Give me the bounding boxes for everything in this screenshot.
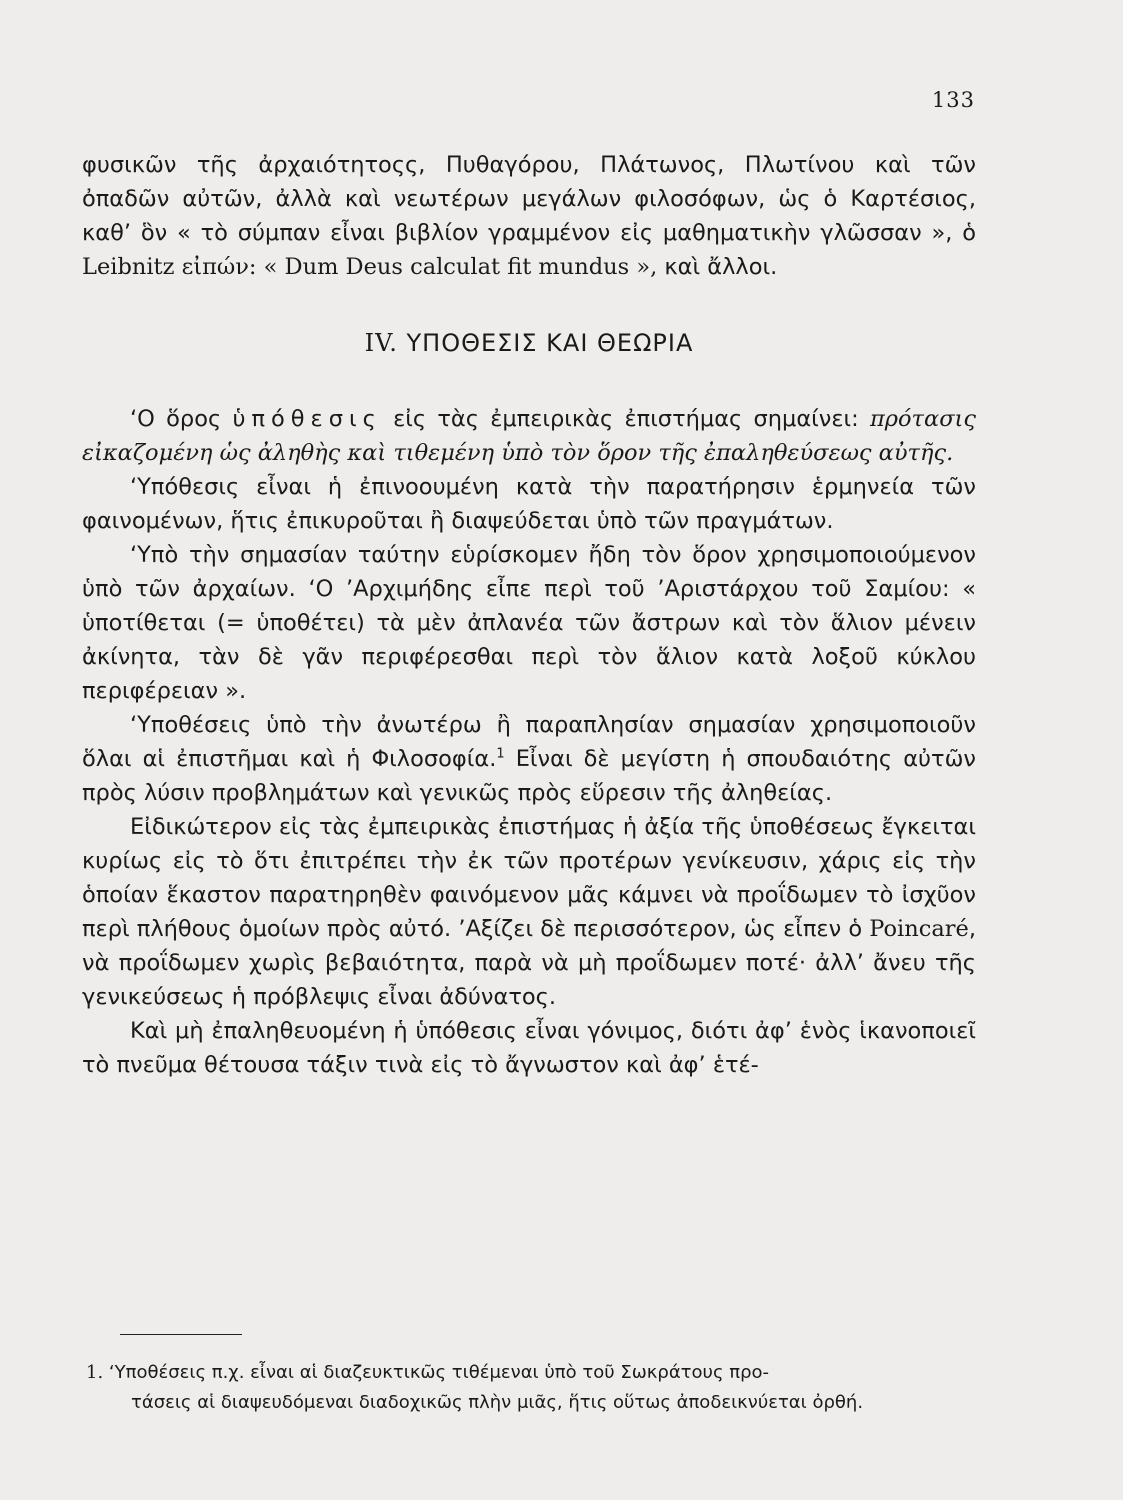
definition-term: ὑπόθεσις: [232, 406, 382, 432]
definition-paragraph: [82, 402, 976, 470]
hypotheses-text: ‘Υποθέσεις ὑπὸ τὴν ἀνωτέρω ἢ παραπλησίαν σημασίαν χρησιμοποιοῦν ὅλαι αἱ ἐπιστῆμαι καὶ ἡ Φιλοσοφία.: [82, 712, 976, 772]
poincare-name: Poincaré: [869, 916, 969, 942]
footnote-line-2: τάσεις αἱ διαψευδόμεναι διαδοχικῶς πλὴν μιᾶς, ἥτις οὕτως ἀποδεικνύεται ὀρθή.: [131, 1392, 864, 1413]
page-body: [82, 148, 976, 1082]
paragraph: ‘Υπὸ τὴν σημασίαν ταύτην εὑρίσκομεν ἤδη τὸν ὅρον χρησιμοποιούμενον ὑπὸ τῶν ἀρχαίων. ‘Ο ’Αρχιμήδης εἶπε περὶ τοῦ ’Αριστάρχου τοῦ Σαμίου: « ὑποτίθεται (= ὑποθέτει) τὰ μὲν ἀπλανέα τῶν ἄστρων καὶ τὸν ἅλιον μένειν ἀκίνητα, τὰν δὲ γᾶν περιφέρεσθαι περὶ τὸν ἅλιον κατὰ λοξοῦ κύκλου περιφέρειαν ».: [82, 542, 976, 704]
hypotheses-paragraph: [82, 708, 976, 810]
footnote: [86, 1358, 976, 1418]
definition-italic: πρότασις εἰκαζομένη ὡς ἀληθὴς καὶ τιθεμένη ὑπὸ τὸν ὅρον τῆς ἐπαληθεύσεως αὐτῆς.: [82, 406, 976, 466]
footnote-line-1: [86, 1358, 976, 1388]
footnote-text-1: ‘Υποθέσεις π.χ. εἶναι αἱ διαζευκτικῶς τιθέμεναι ὑπὸ τοῦ Σωκράτους προ-: [108, 1362, 770, 1383]
specific-text: Εἰδικώτερον εἰς τὰς ἐμπειρικὰς ἐπιστήμας ἡ ἀξία τῆς ὑποθέσεως ἔγκειται κυρίως εἰς τὸ ὅτι ἐπιτρέπει τὴν ἐκ τῶν προτέρων γενίκευσιν, χάρις εἰς τὴν ὁποίαν ἕκαστον παρατηρηθὲν φαινόμενον μᾶς κάμνει νὰ προΐδωμεν τὸ ἰσχῦον περὶ πλήθους ὁμοίων πρὸς αὐτό. ’Αξίζει δὲ περισσότερον, ὡς εἶπεν ὁ: [82, 814, 976, 942]
section-heading: [82, 326, 976, 360]
hypotheses-text-end: Εἶναι δὲ μεγίστη ἡ σπουδαιότης αὐτῶν πρὸς λύσιν προβλημάτων καὶ γενικῶς πρὸς εὕρεσιν τῆς ἀληθείας.: [82, 746, 977, 806]
page-number: 133: [931, 88, 975, 112]
definition-middle: εἰς τὰς ἐμπειρικὰς ἐπιστήμας σημαίνει:: [381, 406, 870, 432]
footnote-divider: [120, 1334, 242, 1335]
intro-text: φυσικῶν τῆς ἀρχαιότητοςς, Πυθαγόρου, Πλάτωνος, Πλωτίνου καὶ τῶν ὀπαδῶν αὐτῶν, ἀλλὰ καὶ νεωτέρων μεγάλων φιλοσόφων, ὡς ὁ Καρτέσιος, καθ’ ὃν « τὸ σύμπαν εἶναι βιβλίον γραμμένον εἰς μαθηματικὴν γλῶσσαν », ὁ: [82, 152, 976, 246]
last-paragraph: Καὶ μὴ ἐπαληθευομένη ἡ ὑπόθεσις εἶναι γόνιμος, διότι ἀφ’ ἑνὸς ἱκανοποιεῖ τὸ πνεῦμα θέτουσα τάξιν τινὰ εἰς τὸ ἄγνωστον καὶ ἀφ’ ἑτέ-: [82, 1018, 976, 1078]
definition-lead: ‘Ο ὅρος: [130, 406, 233, 432]
section-title: ΥΠΟΘΕΣΙΣ ΚΑΙ ΘΕΩΡΙΑ: [406, 329, 694, 357]
section-number: IV.: [364, 329, 398, 357]
paragraph: ‘Υπόθεσις εἶναι ἡ ἐπινοουμένη κατὰ τὴν παρατήρησιν ἑρμηνεία τῶν φαινομένων, ἥτις ἐπικυροῦται ἢ διαψεύδεται ὑπὸ τῶν πραγμάτων.: [82, 474, 976, 534]
footnote-number: 1.: [86, 1362, 104, 1383]
intro-text-end: καὶ ἄλλοι.: [657, 254, 778, 280]
footnote-reference[interactable]: 1: [496, 746, 505, 762]
specific-paragraph: [82, 810, 976, 1014]
leibnitz-quote: Leibnitz εἰπών: « Dum Deus calculat fit mundus »,: [82, 254, 658, 280]
intro-paragraph: [82, 148, 976, 284]
specific-text-end: , νὰ προΐδωμεν χωρὶς βεβαιότητα, παρὰ νὰ μὴ προΐδωμεν ποτέ· ἀλλ’ ἄνευ τῆς γενικεύσεως ἡ πρόβλεψις εἶναι ἀδύνατος.: [82, 916, 976, 1010]
